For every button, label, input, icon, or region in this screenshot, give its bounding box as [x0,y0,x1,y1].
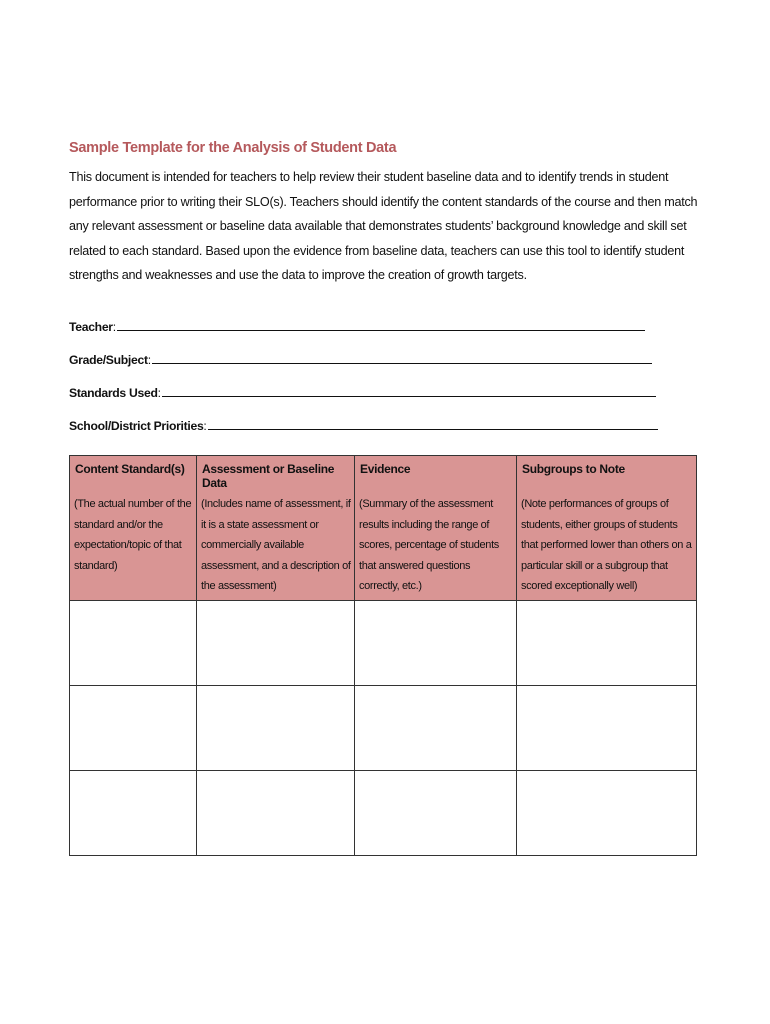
document-body [69,140,699,435]
intro-paragraph: This document is intended for teachers to help review their student baseline data and to identify trends in student performance prior to writing their SLO(s). Teachers should identify the content standards of the course and then match any relevant assessment or baseline data available that demonstrates students’ background knowledge and skill set related to each standard. Based upon the evidence from baseline data, teachers can use this tool to identify student strengths and weaknesses and use the data to improve the creation of growth targets. [69,170,698,283]
analysis-table [69,455,697,856]
standards-used-field[interactable] [69,369,699,402]
priorities-label: School/District Priorities: [69,418,207,433]
column-description-assessment: (Includes name of assessment, if it is a state assessment or commercially available assessment, and a description of the assessment) [197,490,355,600]
table-cell[interactable] [517,685,697,770]
table-cell[interactable] [70,600,197,685]
grade-subject-label: Grade/Subject: [69,352,151,367]
info-fields [69,303,699,435]
table-cell[interactable] [517,600,697,685]
column-description-content-standards: (The actual number of the standard and/or the expectation/topic of that standard) [70,490,197,600]
grade-subject-field[interactable] [69,336,699,369]
table-cell[interactable] [355,600,517,685]
table-row [70,600,697,685]
table-cell[interactable] [197,685,355,770]
table-row [70,685,697,770]
document-title: Sample Template for the Analysis of Student Data [69,140,397,156]
teacher-label: Teacher: [69,319,116,334]
column-header-subgroups: Subgroups to Note [517,456,697,491]
column-header-assessment: Assessment or Baseline Data [197,456,355,491]
teacher-input-line[interactable] [117,330,645,331]
table-cell[interactable] [355,685,517,770]
priorities-field[interactable] [69,402,699,435]
table-description-row [70,490,697,600]
table-header-row [70,456,697,491]
standards-used-label: Standards Used: [69,385,161,400]
standards-used-input-line[interactable] [162,396,656,397]
priorities-input-line[interactable] [208,429,658,430]
table-cell[interactable] [355,770,517,855]
table-cell[interactable] [197,770,355,855]
table-cell[interactable] [197,600,355,685]
column-header-evidence: Evidence [355,456,517,491]
grade-subject-input-line[interactable] [152,363,652,364]
table-cell[interactable] [70,770,197,855]
column-header-content-standards: Content Standard(s) [70,456,197,491]
teacher-field[interactable] [69,303,699,336]
column-description-subgroups: (Note performances of groups of students, either groups of students that performed lower than others on a particular skill or a subgroup that scored exceptionally well) [517,490,697,600]
table-cell[interactable] [70,685,197,770]
table-cell[interactable] [517,770,697,855]
column-description-evidence: (Summary of the assessment results including the range of scores, percentage of students that answered questions correctly, etc.) [355,490,517,600]
table-row [70,770,697,855]
